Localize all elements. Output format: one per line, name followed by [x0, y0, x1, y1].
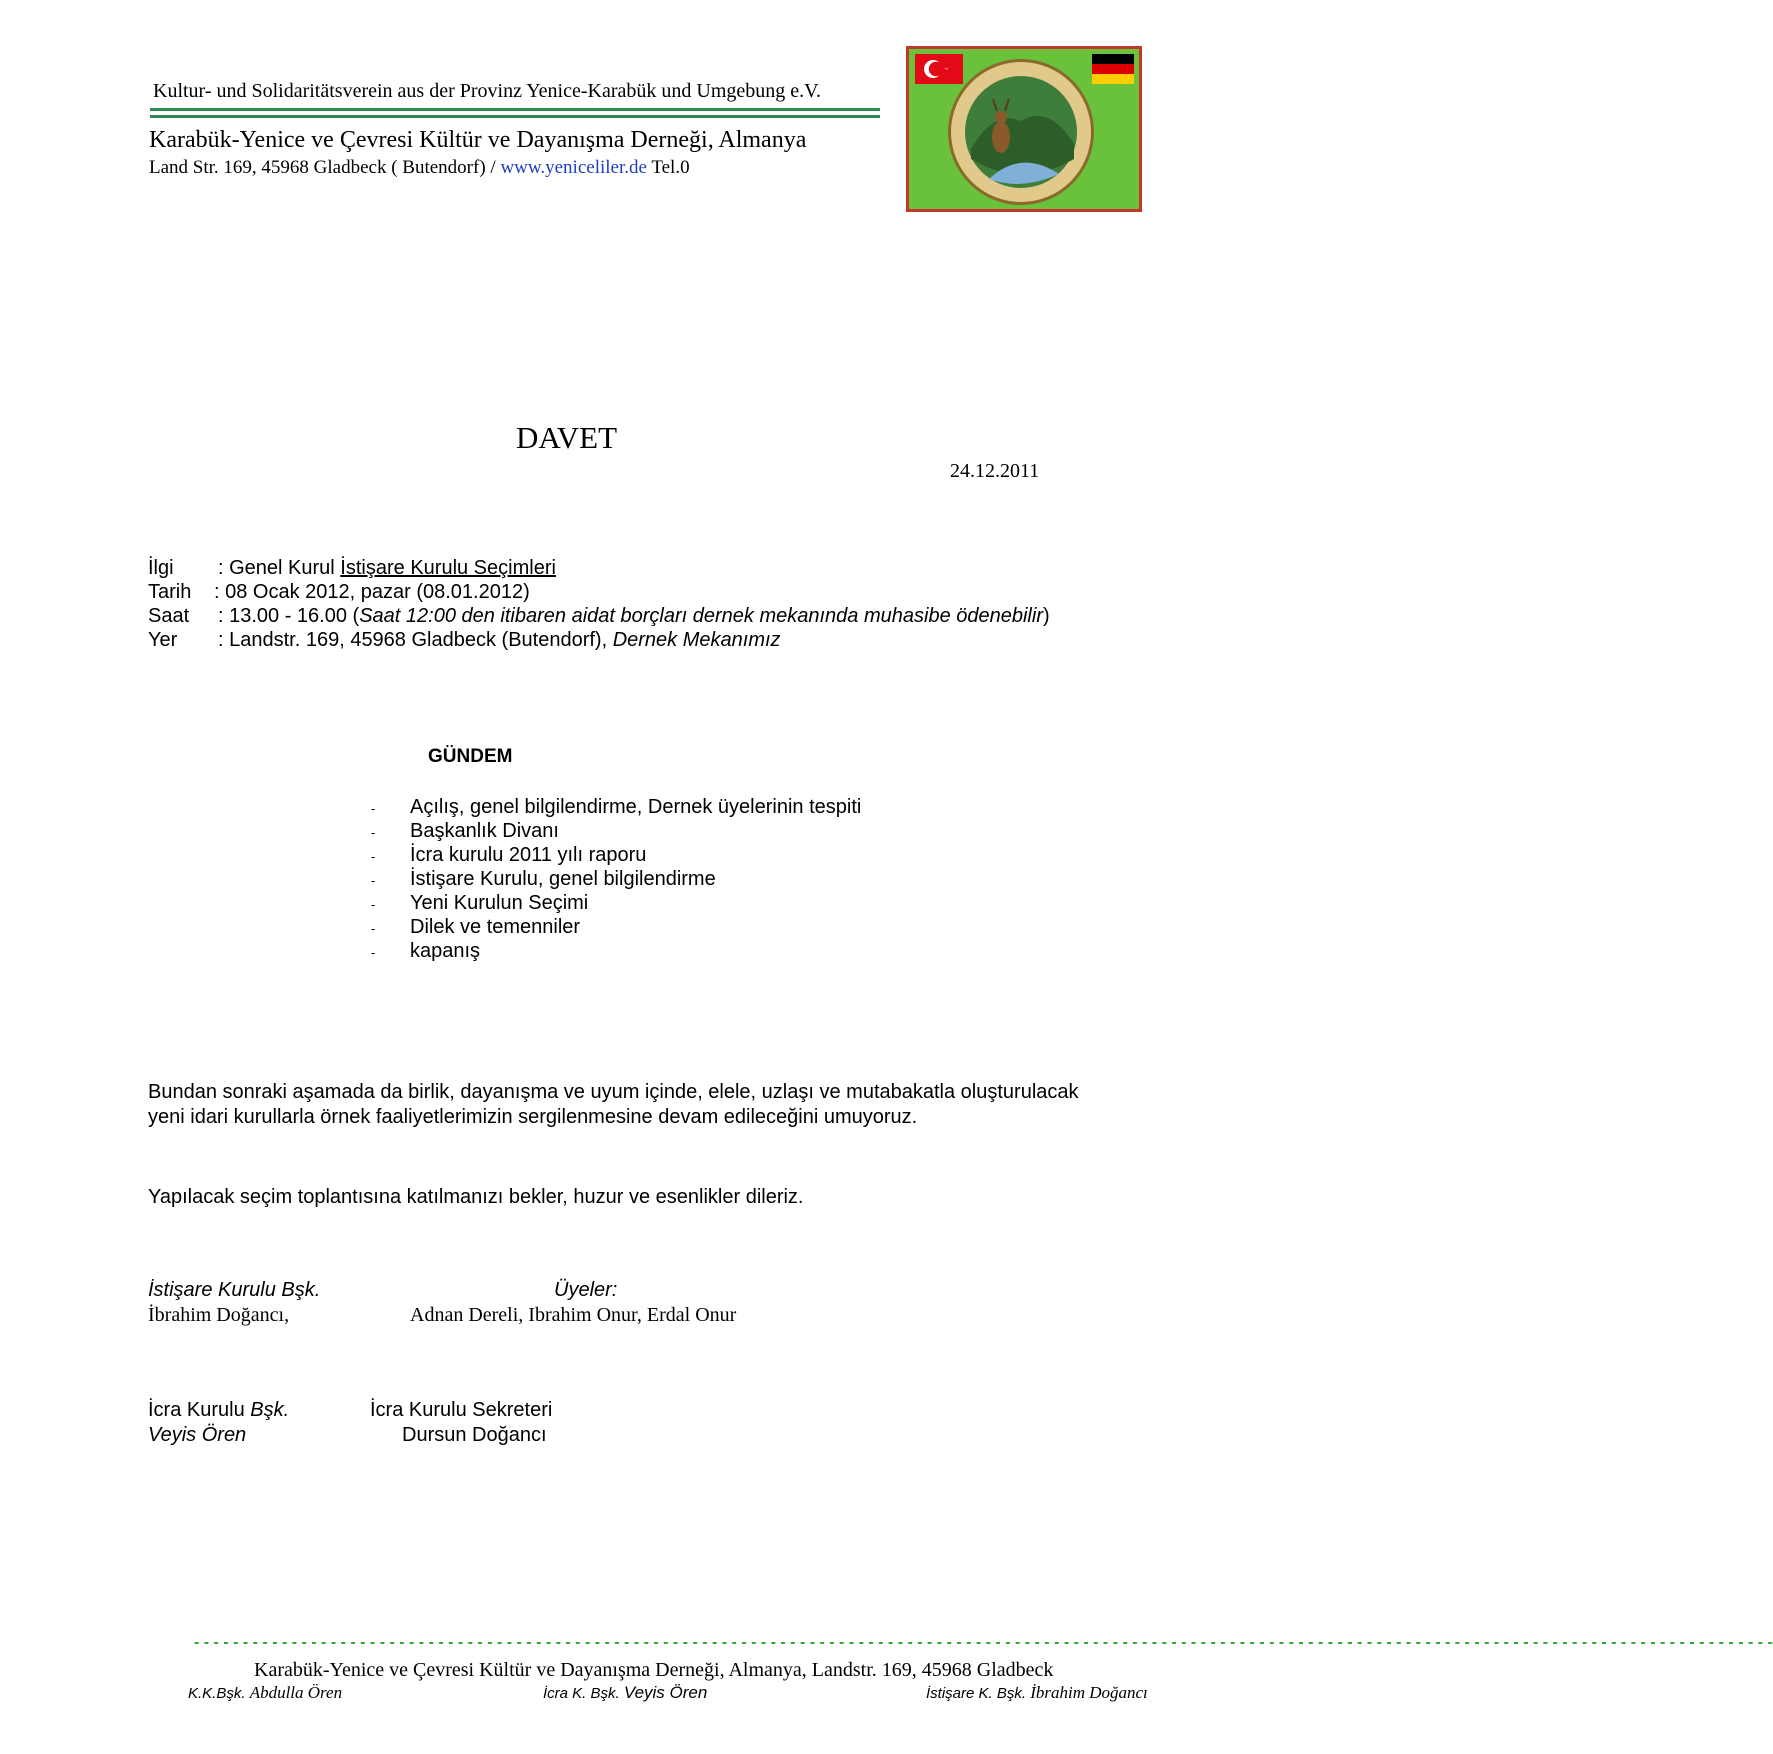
ilgi-value: : Genel Kurul: [218, 557, 341, 579]
logo-emblem-icon: [909, 49, 1139, 209]
footer-middle: İcra K. Bşk. Veyis Ören: [543, 1683, 708, 1702]
info-yer: [148, 628, 781, 652]
header-turkish-name: Karabük-Yenice ve Çevresi Kültür ve Dayanışma Derneği, Almanya: [149, 127, 807, 153]
body-paragraph-2: Yapılacak seçim toplantısına katılmanızı bekler, huzur ve esenlikler dileriz.: [148, 1186, 804, 1208]
turkish-flag-icon: [915, 54, 963, 84]
agenda-item: - kapanış: [371, 940, 481, 962]
agenda-heading: GÜNDEM: [428, 746, 513, 767]
info-ilgi: [148, 556, 556, 580]
footer-left: K.K.Bşk. Abdulla Ören: [188, 1683, 343, 1702]
agenda-item: - Dilek ve temenniler: [371, 916, 581, 938]
info-saat: [148, 604, 1050, 628]
saat-note: Saat 12:00 den itibaren aidat borçları dernek mekanında muhasibe ödenebilir: [359, 605, 1043, 627]
agenda-list: [368, 795, 861, 963]
yer-value: : Landstr. 169, 45968 Gladbeck (Butendorf),: [218, 629, 613, 651]
header-rule-top: [150, 108, 880, 111]
agenda-item: - İcra kurulu 2011 yılı raporu: [371, 844, 647, 866]
document-date: 24.12.2011: [950, 460, 1040, 482]
address-text: Land Str. 169, 45968 Gladbeck ( Butendorf) /: [149, 157, 501, 178]
agenda-item: - İstişare Kurulu, genel bilgilendirme: [371, 868, 716, 890]
footer-dashed-rule: - - - - - - - - - - - - - - - - - - - - - - - - - - - - - - - - - - - - - - - - - - - - - - - - - - - - - - - - - - - - - - - - - - - - - - - - - - - - - - - - - - - - - - - - - - - - - - - - - - - - - - - - - - - - - - - - - - - - - - - - - - - - - - - - - - - - - - - - - - - - - - - - - - - - - - - - - - - - - - - - - -: [194, 1634, 1773, 1651]
header-address: [149, 157, 690, 179]
uyeler-title: Üyeler:: [554, 1279, 618, 1301]
german-flag-icon: [1092, 54, 1134, 84]
info-tarih: [148, 580, 530, 604]
association-logo: [906, 46, 1142, 212]
header-german-name: Kultur- und Solidaritätsverein aus der Provinz Yenice-Karabük und Umgebung e.V.: [153, 80, 821, 102]
paragraph-line: Bundan sonraki aşamada da birlik, dayanışma ve uyum içinde, elele, uzlaşı ve mutabakatla oluşturulacak: [148, 1081, 1079, 1103]
saat-close: ): [1042, 605, 1050, 627]
icra-title: İcra Kurulu Bşk.: [148, 1399, 290, 1421]
uyeler-names: Adnan Dereli, Ibrahim Onur, Erdal Onur: [410, 1304, 737, 1326]
document-title: DAVET: [516, 420, 618, 455]
yer-venue: Dernek Mekanımız: [612, 629, 781, 651]
ilgi-label: İlgi: [148, 557, 174, 579]
saat-label: Saat: [148, 605, 190, 627]
sekreter-title: İcra Kurulu Sekreteri: [370, 1399, 553, 1421]
istisare-name: İbrahim Doğancı,: [148, 1304, 290, 1326]
footer-right: İstişare K. Bşk. İbrahim Doğancı: [926, 1683, 1148, 1702]
agenda-item: - Açılış, genel bilgilendirme, Dernek üyelerinin tespiti: [371, 796, 862, 818]
tarih-label: Tarih: [148, 581, 192, 603]
website-link[interactable]: www.yeniceliler.de: [500, 157, 647, 178]
agenda-item: - Yeni Kurulun Seçimi: [371, 892, 589, 914]
tel-text: Tel.0: [646, 157, 690, 178]
yer-label: Yer: [148, 629, 178, 651]
tarih-value: : 08 Ocak 2012, pazar (08.01.2012): [214, 581, 530, 603]
agenda-item: - Başkanlık Divanı: [371, 820, 559, 842]
sekreter-name: Dursun Doğancı: [402, 1424, 547, 1446]
icra-name: Veyis Ören: [148, 1424, 247, 1446]
footer-address: Karabük-Yenice ve Çevresi Kültür ve Dayanışma Derneği, Almanya, Landstr. 169, 45968 Gladbeck: [254, 1659, 1054, 1681]
ilgi-value-underlined: İstişare Kurulu Seçimleri: [340, 557, 556, 579]
istisare-title: İstişare Kurulu Bşk.: [148, 1279, 321, 1301]
paragraph-line: yeni idari kurullarla örnek faaliyetlerimizin sergilenmesine devam edileceğini umuyoruz.: [148, 1106, 918, 1128]
body-paragraph-1: [148, 1080, 1079, 1130]
saat-value: : 13.00 - 16.00 (: [218, 605, 360, 627]
header-rule-bottom: [150, 115, 880, 118]
